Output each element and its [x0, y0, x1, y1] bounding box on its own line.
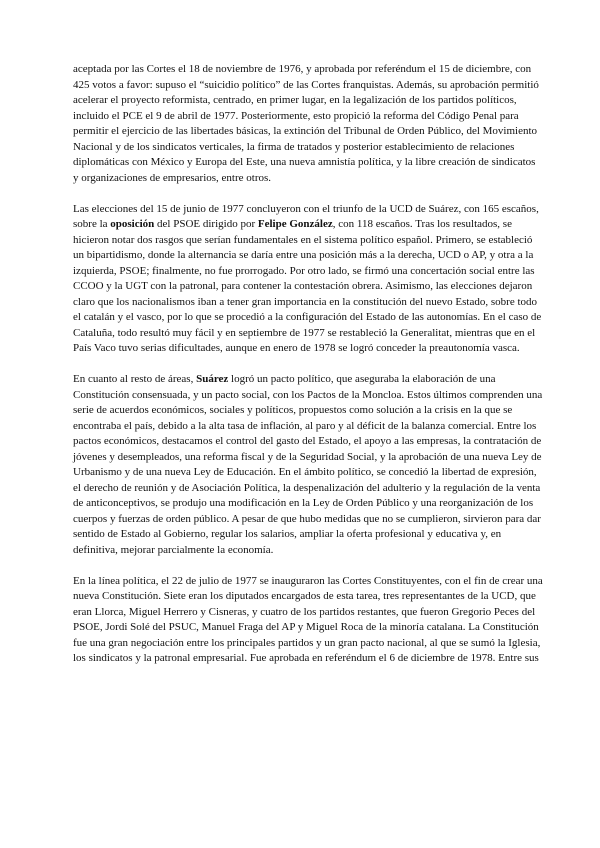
paragraph-1 — [73, 62, 543, 186]
paragraph-3-text-b: logró un pacto político, que aseguraba la elaboración de una Constitución consensuada, y un pacto social, con los Pactos de la Moncloa. Estos últimos comprenden una serie de acuerdos económicos, sociales y políticos, propuestos como solución a la crisis en la que se encontraba el país, debido a la alta tasa de inflación, al paro y al déficit de la balanza comercial. Entre los pactos económicos, destacamos el control del gasto del Estado, el apoyo a las empresas, la contratación de jóvenes y desempleados, una reforma fiscal y de la Seguridad Social, y la aprobación de una nueva Ley de Urbanismo y de una nueva Ley de Educación. En el ámbito político, se concedió la libertad de expresión, el derecho de reunión y de Asociación Política, la despenalización del adulterio y la regulación de la venta de anticonceptivos, se produjo una modificación en la Ley de Orden Público y una reorganización de los cuerpos y fuerzas de orden público. A pesar de que hubo medidas que no se cumplieron, sirvieron para dar sentido de Estado al Gobierno, regular los salarios, ampliar la oferta profesional y educativa y, en definitiva, mejorar parcialmente la economía. — [73, 373, 543, 556]
paragraph-4 — [73, 574, 543, 667]
paragraph-2-text-c: , con 118 escaños. Tras los resultados, se hicieron notar dos rasgos que serían fundamentales en el sistema político español. Primero, se estableció un bipartidismo, donde la alternancia se daría entre una posición más a la derecha, UCD o AP, y otra a la izquierda, PSOE; finalmente, no fue prorrogado. Por otro lado, se firmó una concertación social entre las CCOO y la UGT con la patronal, para contener la contestación obrera. Asimismo, las elecciones dejaron claro que los nacionalismos iban a tener gran importancia en la constitución del nuevo Estado, sobre todo el catalán y el vasco, por lo que se procedió a la configuración del Estado de las autonomías. En el caso de Cataluña, todo resultó muy fácil y en septiembre de 1977 se restableció la Generalitat, mientras que en el País Vaco tuvo serias dificultades, aunque en enero de 1978 se logró conceder la preautonomía vasca. — [73, 218, 542, 354]
paragraph-3 — [73, 372, 543, 558]
bold-term-felipe-gonzalez: Felipe González — [257, 218, 333, 230]
paragraph-1-text: aceptada por las Cortes el 18 de noviembre de 1976, y aprobada por referéndum el 15 de diciembre, con 425 votos a favor: supuso el “suicidio político” de las Cortes franquistas. Además, su aprobación permitió acelerar el proyecto reformista, centrado, en primer lugar, en la legalización de los partidos políticos, incluido el PCE el 9 de abril de 1977. Posteriormente, esto propició la reforma del Código Penal para permitir el ejercicio de las libertades básicas, la extinción del Tribunal de Orden Público, del Movimiento Nacional y de los sindicatos verticales, la firma de tratados y posterior establecimiento de relaciones diplomáticas con México y Europa del Este, una nueva amnistía política, y la libre creación de sindicatos y organizaciones de empresarios, entre otros. — [73, 63, 539, 184]
paragraph-2-text-b: del PSOE dirigido por — [154, 218, 258, 230]
paragraph-4-text: En la línea política, el 22 de julio de 1977 se inauguraron las Cortes Constituyentes, con el fin de crear una nueva Constitución. Siete eran los diputados encargados de esta tarea, tres representantes de la UCD, que eran Llorca, Miguel Herrero y Cisneras, y cuatro de los partidos restantes, que fueron Gregorio Peces del PSOE, Jordi Solé del PSUC, Manuel Fraga del AP y Miguel Roca de la minoría catalana. La Constitución fue una gran negociación entre los principales partidos y un gran pacto nacional, al que se sumó la Iglesia, los sindicatos y la patronal empresarial. Fue aprobada en referéndum el 6 de diciembre de 1978. Entre sus — [73, 574, 543, 664]
document-page — [73, 62, 543, 682]
bold-term-suarez: Suárez — [196, 373, 229, 385]
paragraph-3-text-a: En cuanto al resto de áreas, — [73, 373, 197, 385]
bold-term-oposicion: oposición — [110, 218, 155, 230]
paragraph-2-text-a: Las elecciones del 15 de junio de 1977 concluyeron con el triunfo de la UCD de Suárez, con 165 escaños, sobre la — [73, 202, 539, 230]
paragraph-2 — [73, 202, 543, 357]
